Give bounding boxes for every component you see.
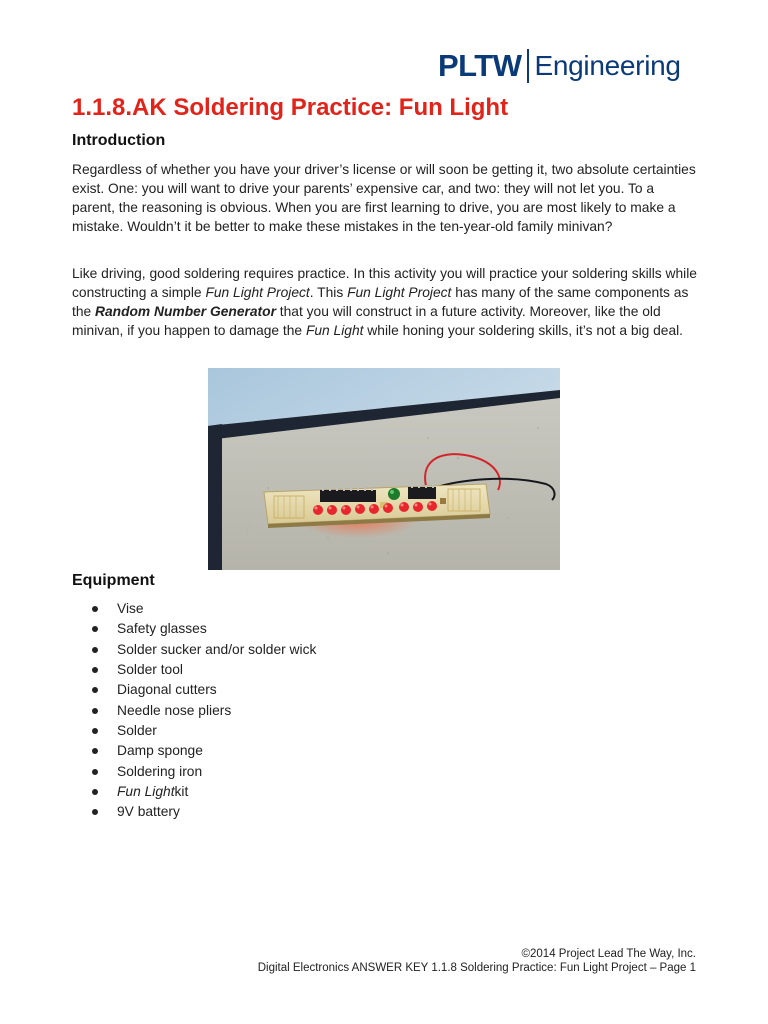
equipment-item-label: Diagonal cutters — [117, 682, 217, 698]
equipment-item-label: Needle nose pliers — [117, 702, 232, 718]
list-item — [92, 619, 316, 639]
p2-emphasis: Fun Light — [305, 323, 364, 338]
list-item — [92, 640, 316, 660]
bullet-icon — [92, 789, 98, 795]
random-number-generator-term: Random Number Generator — [95, 304, 276, 319]
equipment-item-label: Solder tool — [117, 662, 183, 678]
equipment-item-label: Safety glasses — [117, 621, 207, 637]
equipment-item-suffix: kit — [174, 783, 189, 799]
p2-text: while honing your soldering skills, it’s not a big deal. — [363, 323, 684, 338]
equipment-item-label: Fun Light — [117, 783, 175, 799]
bullet-icon — [92, 626, 98, 632]
p2-emphasis: Fun Light Project — [205, 285, 310, 300]
logo-divider — [527, 49, 529, 83]
bullet-icon — [92, 667, 98, 673]
bullet-icon — [92, 606, 98, 612]
bullet-icon — [92, 809, 98, 815]
equipment-list — [92, 599, 316, 822]
bullet-icon — [92, 708, 98, 714]
logo-brand: PLTW — [438, 48, 522, 83]
list-item — [92, 599, 316, 619]
list-item — [92, 660, 316, 680]
equipment-item-label: Damp sponge — [117, 743, 203, 759]
equipment-heading: Equipment — [72, 572, 155, 589]
footer-copyright: ©2014 Project Lead The Way, Inc. — [521, 948, 696, 960]
introduction-heading: Introduction — [72, 132, 166, 149]
bullet-icon — [92, 687, 98, 693]
p2-text: that you will construct in a future activity. Moreover, like the old minivan, if you happen to damage the — [72, 304, 661, 338]
introduction-paragraph-1: Regardless of whether you have your driver’s license or will soon be getting it, two absolute certainties exist. One: you will want to drive your parents’ expensive car, and two: they will not let you. To a parent, the reasoning is obvious. When you are first learning to drive, you are most likely to make a mistake. Wouldn’t it be better to make these mistakes in the ten-year-old family minivan? — [72, 162, 696, 234]
p2-emphasis: Fun Light Project — [347, 285, 452, 300]
introduction-paragraph-2 — [72, 264, 700, 340]
p2-text: has many of the same components as the — [72, 285, 689, 319]
footer-course-line: Digital Electronics ANSWER KEY 1.1.8 Soldering Practice: Fun Light Project – Page 1 — [257, 962, 696, 974]
bullet-icon — [92, 647, 98, 653]
equipment-item-label: Soldering iron — [117, 763, 203, 779]
bullet-icon — [92, 769, 98, 775]
equipment-item-label: Solder — [117, 722, 157, 738]
list-item — [92, 782, 316, 802]
list-item — [92, 680, 316, 700]
fun-light-circuit-photo — [208, 368, 560, 570]
bullet-icon — [92, 728, 98, 734]
document-title: 1.1.8.AK Soldering Practice: Fun Light — [72, 94, 509, 121]
list-item — [92, 802, 316, 822]
equipment-item-label: Solder sucker and/or solder wick — [117, 641, 317, 657]
list-item — [92, 700, 316, 720]
bullet-icon — [92, 748, 98, 754]
pltw-engineering-logo — [438, 44, 696, 88]
logo-program: Engineering — [534, 50, 681, 81]
p2-text: . This — [309, 285, 348, 300]
p2-text: Like driving, good soldering requires practice. In this activity you will practice your soldering skills while constructing a simple — [72, 266, 697, 300]
list-item — [92, 741, 316, 761]
equipment-item-label: Vise — [117, 601, 144, 617]
list-item — [92, 721, 316, 741]
list-item — [92, 761, 316, 781]
equipment-item-label: 9V battery — [117, 804, 180, 820]
